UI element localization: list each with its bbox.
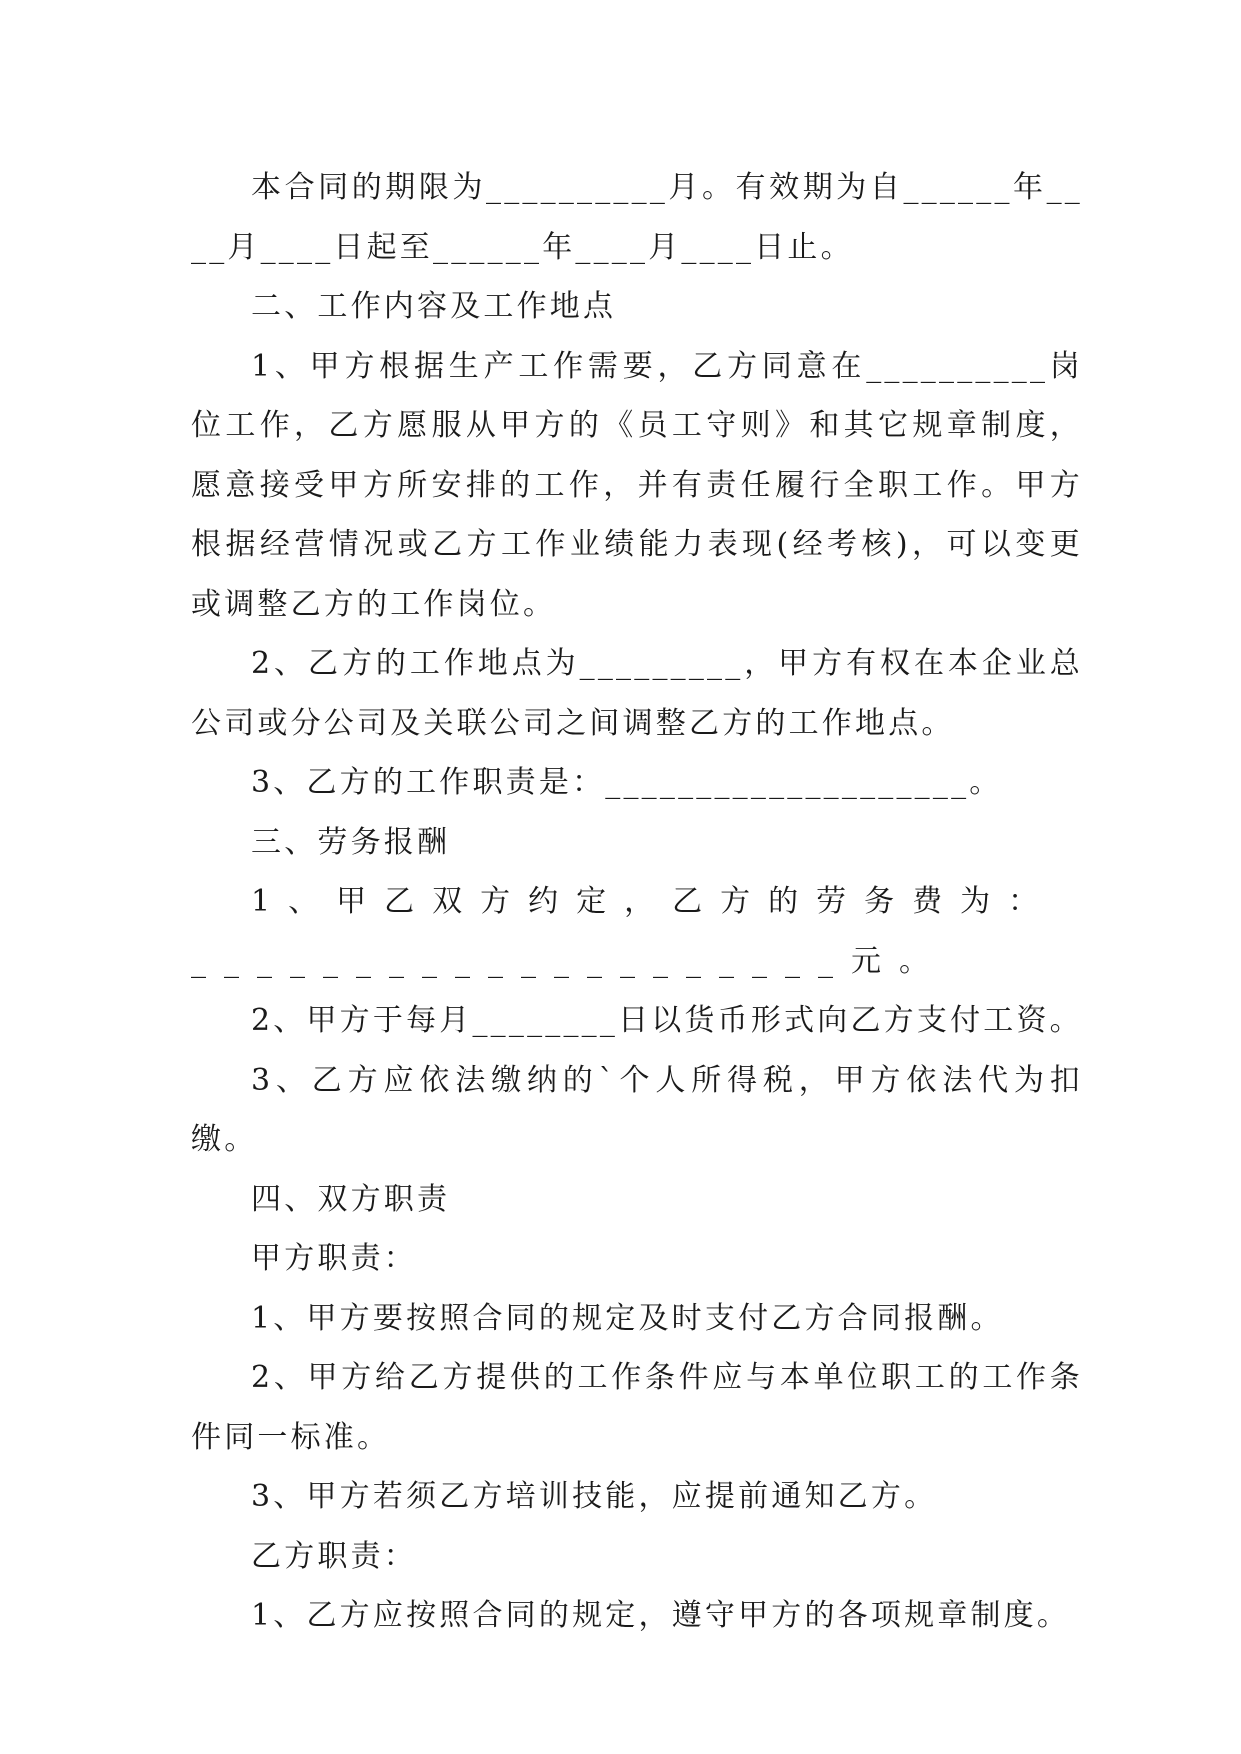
party-a-duty-1: 1、甲方要按照合同的规定及时支付乙方合同报酬。 [251,1300,1004,1336]
clause-payment-date: 2、甲方于每月________日以货币形式向乙方支付工资。 [251,1003,1083,1038]
clause-work-duties: 3、乙方的工作职责是：____________________。 [251,765,1003,800]
party-b-duty-1: 1、乙方应按照合同的规定，遵守甲方的各项规章制度。 [251,1598,1071,1633]
section-heading-duties: 四、双方职责 [251,1181,451,1217]
clause-service-fee: 1、甲乙双方约定，乙方的劳务费为：____________________元。 [191,884,1057,979]
clause-work-position: 1、甲方根据生产工作需要，乙方同意在__________岗位工作，乙方愿服从甲方的《员工守则》和其它规章制度，愿意接受甲方所安排的工作，并有责任履行全职工作。甲方根据经营情况或乙方工作业绩能力表现(经考核)，可以变更或调整乙方的工作岗位。 [191,348,1083,622]
subheading-party-b-duties: 乙方职责： [251,1538,417,1574]
section-heading-work-content: 二、工作内容及工作地点 [251,289,617,324]
contract-text-body [191,158,1083,1646]
clause-work-location: 2、乙方的工作地点为_________，甲方有权在本企业总公司或分公司及关联公司之间调整乙方的工作地点。 [191,646,1083,741]
clause-income-tax: 3、乙方应依法缴纳的`个人所得税，甲方依法代为扣缴。 [191,1062,1083,1157]
party-a-duty-3: 3、甲方若须乙方培训技能，应提前通知乙方。 [251,1479,938,1514]
subheading-party-a-duties: 甲方职责： [251,1241,417,1276]
party-a-duty-2: 2、甲方给乙方提供的工作条件应与本单位职工的工作条件同一标准。 [191,1360,1083,1455]
term-paragraph: 本合同的期限为__________月。有效期为自______年____月____日起至______年____月____日止。 [191,170,1083,265]
section-heading-remuneration: 三、劳务报酬 [251,824,451,860]
